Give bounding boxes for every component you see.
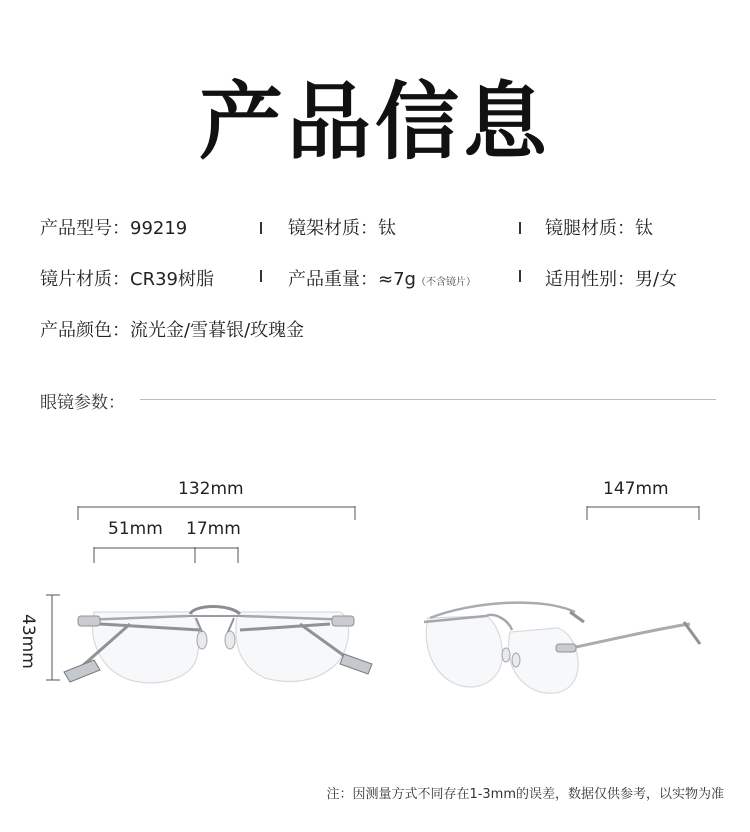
- measurement-note: 注：因测量方式不同存在1-3mm的误差，数据仅供参考，以实物为准: [326, 787, 724, 802]
- spec-temple-material: 镜腿材质：钛: [545, 218, 653, 239]
- dim-total-width: 132mm: [178, 479, 244, 499]
- params-label: 眼镜参数：: [40, 393, 125, 413]
- dim-temple-length: 147mm: [603, 479, 669, 499]
- spec-weight-value: 产品重量：≈7g: [288, 269, 416, 290]
- spec-model: 产品型号：99219: [40, 218, 188, 239]
- spec-colors: 产品颜色：流光金/雪暮银/玫瑰金: [40, 320, 305, 341]
- dim-lens-height: 43mm: [18, 614, 38, 669]
- dim-lens-width: 51mm: [108, 519, 163, 539]
- side-view-glasses: [424, 603, 700, 694]
- dim-bridge: 17mm: [186, 519, 241, 539]
- spec-lens-material: 镜片材质：CR39树脂: [40, 269, 214, 290]
- spec-frame-material: 镜架材质：钛: [288, 218, 396, 239]
- front-view-glasses: [64, 607, 372, 683]
- page-title: 产品信息: [198, 73, 551, 171]
- spec-weight-note: （不含镜片）: [415, 277, 476, 288]
- spec-gender: 适用性别：男/女: [545, 269, 678, 290]
